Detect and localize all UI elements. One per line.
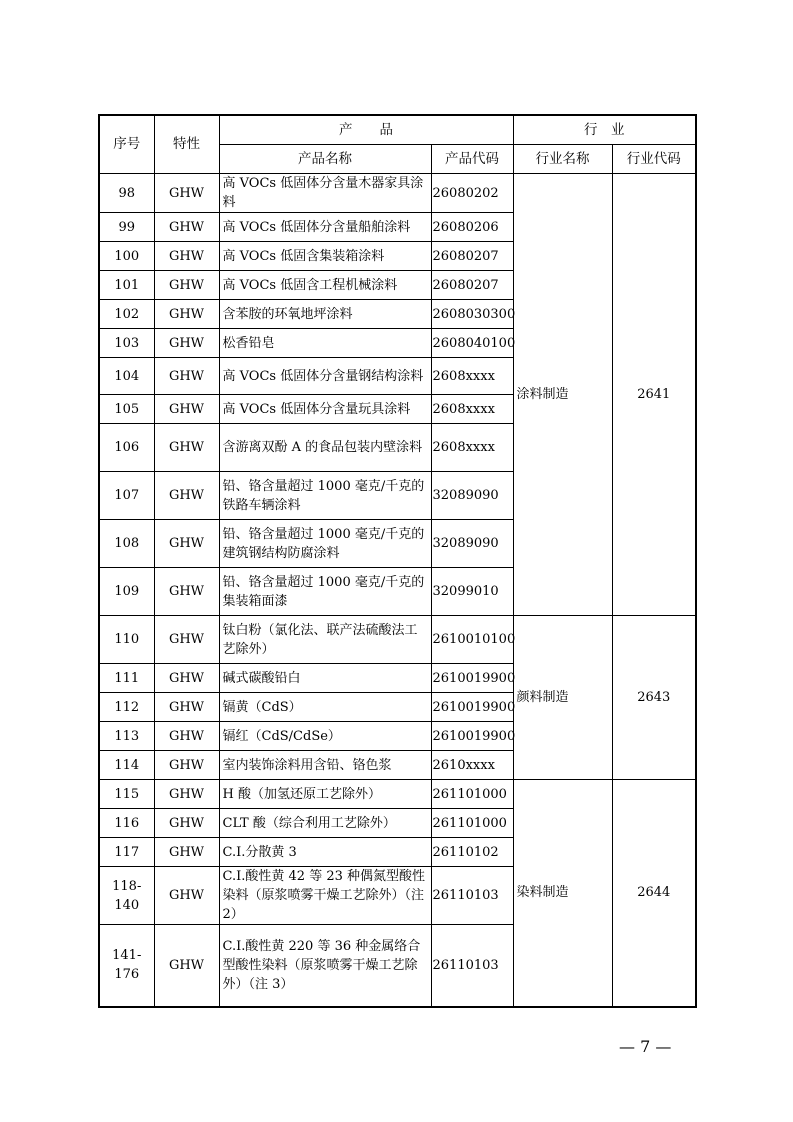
product-code-cell: 26110103 [431,867,513,925]
seq-cell: 116 [99,809,154,838]
attr-cell: GHW [154,809,219,838]
product-name-cell: 镉红（CdS/CdSe） [219,722,431,751]
seq-cell: 109 [99,568,154,616]
product-name-cell: 铅、铬含量超过 1000 毫克/千克的建筑钢结构防腐涂料 [219,520,431,568]
product-code-cell: 26080202 [431,174,513,213]
product-code-cell: 32099010 [431,568,513,616]
table-row [99,780,696,809]
industry-code-cell: 2641 [612,174,696,616]
product-code-cell: 32089090 [431,520,513,568]
product-name-cell: 含游离双酚 A 的食品包装内壁涂料 [219,424,431,472]
product-code-cell: 2608xxxx [431,358,513,395]
seq-cell: 141-176 [99,925,154,1007]
seq-cell: 117 [99,838,154,867]
product-code-cell: 2610010100 [431,616,513,664]
seq-cell: 98 [99,174,154,213]
product-name-cell: 碱式碳酸铅白 [219,664,431,693]
product-code-cell: 2608xxxx [431,424,513,472]
product-name-cell: 高 VOCs 低固体分含量玩具涂料 [219,395,431,424]
product-name-cell: 高 VOCs 低固体分含量船舶涂料 [219,213,431,242]
product-name-cell: 松香铅皂 [219,329,431,358]
seq-cell: 115 [99,780,154,809]
product-name-cell: C.I.酸性黄 220 等 36 种金属络合型酸性染料（原浆喷雾干燥工艺除外）（注 3） [219,925,431,1007]
product-name-cell: C.I.分散黄 3 [219,838,431,867]
attr-cell: GHW [154,867,219,925]
product-code-cell: 2610019900 [431,664,513,693]
seq-cell: 100 [99,242,154,271]
attr-cell: GHW [154,300,219,329]
attr-cell: GHW [154,693,219,722]
product-code-cell: 26080207 [431,271,513,300]
product-name-cell: 钛白粉（氯化法、联产法硫酸法工艺除外） [219,616,431,664]
header-product: 产 品 [219,115,513,145]
seq-cell: 107 [99,472,154,520]
attr-cell: GHW [154,174,219,213]
product-name-cell: C.I.酸性黄 42 等 23 种偶氮型酸性染料（原浆喷雾干燥工艺除外）（注 2） [219,867,431,925]
seq-cell: 102 [99,300,154,329]
header-industry-name: 行业名称 [513,145,612,174]
seq-cell: 103 [99,329,154,358]
header-industry: 行 业 [513,115,696,145]
industry-code-cell: 2643 [612,616,696,780]
product-code-cell: 2610019900 [431,693,513,722]
attr-cell: GHW [154,424,219,472]
header-industry-code: 行业代码 [612,145,696,174]
product-code-cell: 261101000 [431,780,513,809]
product-name-cell: 高 VOCs 低固含工程机械涂料 [219,271,431,300]
industry-code-cell: 2644 [612,780,696,1007]
product-name-cell: CLT 酸（综合利用工艺除外） [219,809,431,838]
product-code-cell: 26080207 [431,242,513,271]
attr-cell: GHW [154,395,219,424]
table-body [99,174,696,1007]
product-name-cell: 室内装饰涂料用含铅、铬色浆 [219,751,431,780]
seq-cell: 104 [99,358,154,395]
attr-cell: GHW [154,838,219,867]
industry-name-cell: 颜料制造 [513,616,612,780]
attr-cell: GHW [154,751,219,780]
attr-cell: GHW [154,242,219,271]
table-row [99,616,696,664]
seq-cell: 114 [99,751,154,780]
industry-name-cell: 涂料制造 [513,174,612,616]
product-code-cell: 26110103 [431,925,513,1007]
product-name-cell: 含苯胺的环氧地坪涂料 [219,300,431,329]
product-name-cell: 铅、铬含量超过 1000 毫克/千克的铁路车辆涂料 [219,472,431,520]
attr-cell: GHW [154,520,219,568]
product-code-cell: 26080206 [431,213,513,242]
product-name-cell: 铅、铬含量超过 1000 毫克/千克的集装箱面漆 [219,568,431,616]
product-code-cell: 2610xxxx [431,751,513,780]
attr-cell: GHW [154,358,219,395]
seq-cell: 112 [99,693,154,722]
product-name-cell: H 酸（加氢还原工艺除外） [219,780,431,809]
attr-cell: GHW [154,271,219,300]
attr-cell: GHW [154,472,219,520]
attr-cell: GHW [154,780,219,809]
header-product-code: 产品代码 [431,145,513,174]
product-code-cell: 261101000 [431,809,513,838]
product-name-cell: 高 VOCs 低固含集装箱涂料 [219,242,431,271]
seq-cell: 111 [99,664,154,693]
header-seq: 序号 [99,115,154,174]
seq-cell: 101 [99,271,154,300]
product-code-cell: 2610019900 [431,722,513,751]
industry-name-cell: 染料制造 [513,780,612,1007]
attr-cell: GHW [154,213,219,242]
seq-cell: 118-140 [99,867,154,925]
attr-cell: GHW [154,722,219,751]
seq-cell: 110 [99,616,154,664]
seq-cell: 106 [99,424,154,472]
attr-cell: GHW [154,568,219,616]
table-row [99,174,696,213]
product-code-cell: 2608040100 [431,329,513,358]
attr-cell: GHW [154,329,219,358]
attr-cell: GHW [154,616,219,664]
product-name-cell: 高 VOCs 低固体分含量钢结构涂料 [219,358,431,395]
seq-cell: 99 [99,213,154,242]
product-table [98,114,697,1008]
seq-cell: 105 [99,395,154,424]
attr-cell: GHW [154,925,219,1007]
page-number: — 7 — [619,1037,672,1056]
attr-cell: GHW [154,664,219,693]
header-product-name: 产品名称 [219,145,431,174]
header-attr: 特性 [154,115,219,174]
product-code-cell: 2608xxxx [431,395,513,424]
seq-cell: 113 [99,722,154,751]
product-code-cell: 2608030300 [431,300,513,329]
product-name-cell: 高 VOCs 低固体分含量木器家具涂料 [219,174,431,213]
product-code-cell: 26110102 [431,838,513,867]
product-code-cell: 32089090 [431,472,513,520]
seq-cell: 108 [99,520,154,568]
product-name-cell: 镉黄（CdS） [219,693,431,722]
